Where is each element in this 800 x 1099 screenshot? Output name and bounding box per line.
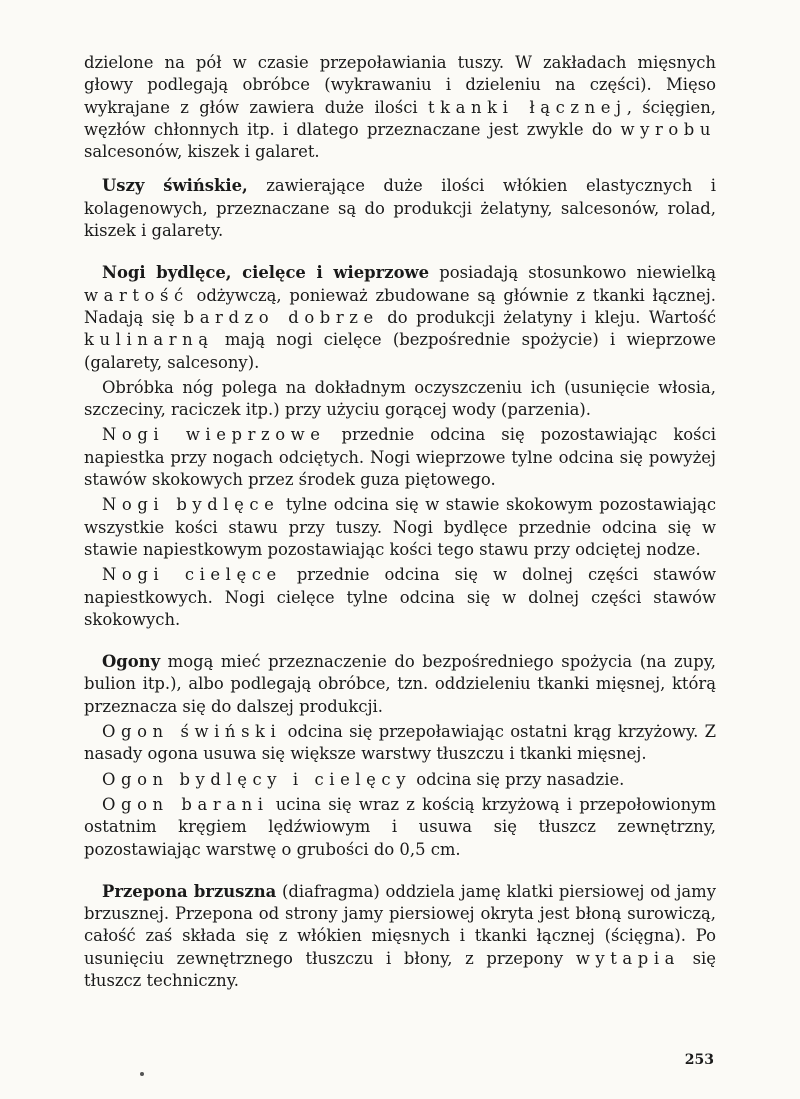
text-run: dzielone na pół w czasie przepoławiania tuszy. W zakładach mięsnych głowy podlegają obróbce (wykrawaniu i dzieleniu na części). Mięso wykrajane z głów zawiera duże ilości [84,53,716,117]
paragraph-mutton-tail [84,794,716,861]
paragraph-tails [84,651,716,718]
spaced-emphasis: tkanki łącznej [428,97,627,117]
paragraph-diaphragm [84,881,716,992]
spaced-emphasis: Ogon świński [102,722,282,742]
text-run: przednie odcina się pozostawiając kości napiestka przy nogach odciętych. Nogi wieprzowe tylne odcina się powyżej stawów skokowych przez środek guza piętowego. [84,425,716,490]
text-run: odcina się przy nasadzie. [411,769,625,789]
spaced-emphasis: Ogon bydlęcy i cielęcy [102,769,412,789]
bold-term: Nogi bydlęce, cielęce i wieprzowe [102,263,430,283]
paragraph-pork-tail [84,721,716,766]
print-speck [140,1072,144,1076]
paragraph-pig-ears [84,175,716,242]
bold-term: Uszy świńskie, [102,176,248,196]
spaced-emphasis: Nogi cielęce [102,565,282,585]
paragraph-pork-feet [84,424,716,491]
text-run: ucina się wraz z kością krzyżową i przepołowionym ostatnim kręgiem lędźwiowym i usuwa się tłuszcz zewnętrzny, pozostawiając warstwę o grubości do 0,5 cm. [84,794,716,859]
text-run: tylne odcina się w stawie skokowym pozostawiając wszystkie kości stawu przy tuszy. Nogi bydlęce przednie odcina się w stawie napiestkowym pozostawiając kości tego stawu przy odciętej nodze. [84,495,716,559]
paragraph-feet [84,262,716,373]
text-run: salcesonów, kiszek i galaret. [84,142,320,162]
text-run: , ścięgien, węzłów chłonnych itp. i dlatego przeznaczane jest zwykle do [84,97,716,139]
paragraph-veal-feet [84,564,716,631]
text-run: do produkcji żelatyny i kleju. Wartość [378,307,716,327]
paragraph-beef-feet [84,494,716,561]
spaced-emphasis: bardzo dobrze [183,307,379,327]
spaced-emphasis: Ogon barani [102,794,269,814]
bold-term: Ogony [102,652,161,672]
text-run: przednie odcina się w dolnej części stawów napiestkowych. Nogi cielęce tylne odcina się w dolnej części stawów skokowych. [84,565,716,629]
text-run: Obróbka nóg polega na dokładnym oczyszczeniu ich (usunięcie włosia, szczeciny, raciczek itp.) przy użyciu gorącej wody (parzenia). [84,377,716,420]
paragraph-beef-veal-tail [84,769,716,791]
text-run: posiadają stosunkowo niewielką [429,263,716,283]
text-run: odżywczą, ponieważ zbudowane są głównie z tkanki łącznej. Nadają się [84,285,716,327]
paragraph-head-meat [84,52,716,163]
spaced-emphasis: wyrobu [620,119,716,139]
text-run: odcina się przepoławiając ostatni krąg krzyżowy. Z nasady ogona usuwa się większe warstwy tłuszczu i tkanki mięsnej. [84,722,716,764]
text-run: mogą mieć przeznaczenie do bezpośredniego spożycia (na zupy, bulion itp.), albo podlegają obróbce, tzn. oddzieleniu tkanki mięsnej, którą przeznacza się do dalszej produkcji. [84,652,716,716]
text-run: mają nogi cielęce (bezpośrednie spożycie) i wieprzowe (galarety, salcesony). [84,330,716,372]
spaced-emphasis: Nogi bydlęce [102,495,280,515]
bold-term: Przepona brzuszna [102,881,277,901]
text-run: (diafragma) oddziela jamę klatki piersiowej od jamy brzusznej. Przepona od strony jamy piersiowej okryta jest błoną surowiczą, całość zaś składa się z włókien mięsnych i tkanki łącznej (ścięgna). Po usunięciu zewnętrznego tłuszczu i błony, z przepony [84,881,716,968]
spaced-emphasis: Nogi wieprzowe [102,425,326,445]
text-run: się tłuszcz techniczny. [84,948,716,990]
text-run: zawierające duże ilości włókien elastycznych i kolagenowych, przeznaczane są do produkcji żelatyny, salcesonów, rolad, kiszek i galarety. [84,176,716,241]
page-number: 253 [684,1052,714,1068]
paragraph-feet-processing [84,377,716,422]
spaced-emphasis: wytapia [575,948,680,968]
spaced-emphasis: wartość [84,285,189,305]
spaced-emphasis: kulinarną [84,330,214,350]
